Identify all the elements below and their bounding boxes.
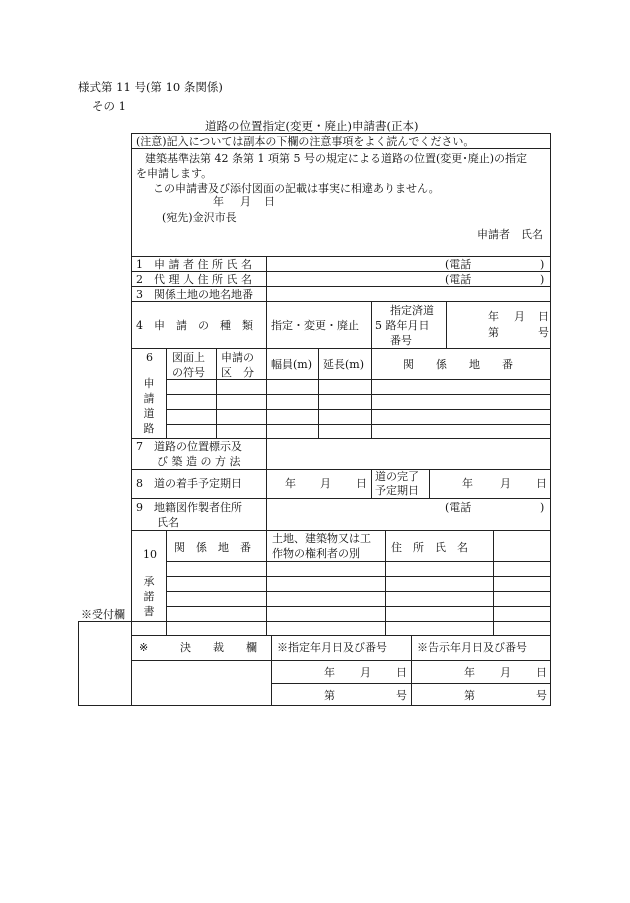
- row1-label: 1 申 請 者 住 所 氏 名: [136, 258, 252, 271]
- reception-label: ※受付欄: [81, 608, 125, 621]
- row4-date-label-3: 番号: [390, 334, 412, 347]
- row2-phone-open: (電話: [445, 273, 472, 286]
- copy-label: その 1: [92, 99, 126, 113]
- applicant-name-label: 申請者 氏名: [477, 228, 543, 241]
- road-side-label: 申 請 道 路: [143, 377, 155, 435]
- notice-text: (注意)記入については副本の下欄の注意事項をよく読んでください。: [136, 135, 475, 148]
- row8-month-2: 月: [500, 477, 511, 490]
- row4-no-prefix: 第: [488, 326, 499, 339]
- designation-day: 日: [396, 666, 407, 679]
- row4-month: 月: [514, 310, 525, 323]
- row2-phone-close: ): [540, 273, 545, 286]
- decision-mark: ※: [139, 641, 149, 654]
- row4-year: 年: [488, 310, 499, 323]
- row8-label: 8 道の着手予定期日: [136, 477, 242, 490]
- row7-label-1: 7 道路の位置標示及: [136, 440, 242, 453]
- row4-date-label-2: 5 路年月日: [375, 319, 430, 332]
- row4-date-label-1: 指定済道: [390, 304, 434, 317]
- road-col-lots: 関 係 地 番: [403, 358, 513, 371]
- consent-side-label: 承 諾 書: [143, 575, 155, 618]
- statement-line-3: この申請書及び添付図面の記載は事実に相違ありません。: [153, 182, 440, 195]
- designation-year: 年: [324, 666, 335, 679]
- statement-line-1: 建築基準法第 42 条第 1 項第 5 号の規定による道路の位置(変更･廃止)の指定: [145, 152, 528, 165]
- row9-phone-open: (電話: [445, 501, 472, 514]
- notice-header: ※告示年月日及び番号: [417, 641, 527, 654]
- designation-no-prefix: 第: [324, 689, 335, 702]
- date-year: 年: [213, 195, 224, 208]
- road-col-symbol-1: 図面上: [172, 351, 205, 364]
- designation-header: ※指定年月日及び番号: [277, 641, 387, 654]
- row4-label: 4 申 請 の 種 類: [136, 319, 253, 332]
- form-number: 様式第 11 号(第 10 条関係): [78, 80, 223, 94]
- notice-no-prefix: 第: [464, 689, 475, 702]
- row8-year-2: 年: [462, 477, 473, 490]
- consent-col-rights-1: 土地、建築物又は工: [272, 532, 371, 545]
- row9-label-2: 氏名: [157, 516, 179, 529]
- road-col-symbol-2: の符号: [172, 366, 205, 379]
- row3-label: 3 関係土地の地名地番: [136, 288, 253, 301]
- notice-no-suffix: 号: [536, 689, 547, 702]
- road-col-type-2: 区 分: [221, 366, 254, 379]
- row8-completion-1: 道の完了: [375, 470, 419, 483]
- row7-label-2: び 築 造 の 方 法: [157, 455, 241, 468]
- addressee: (宛先)金沢市長: [162, 211, 237, 224]
- row8-completion-2: 予定期日: [375, 484, 419, 497]
- road-col-width: 幅員(m): [271, 358, 313, 371]
- row9-phone-close: ): [540, 501, 545, 514]
- consent-col-address: 住 所 氏 名: [391, 541, 468, 554]
- form-title: 道路の位置指定(変更・廃止)申請書(正本): [205, 119, 419, 133]
- road-col-type-1: 申請の: [221, 351, 254, 364]
- row1-phone-open: (電話: [445, 258, 472, 271]
- consent-col-lots: 関 係 地 番: [174, 541, 251, 554]
- row8-day: 日: [356, 477, 367, 490]
- consent-num: 10: [143, 548, 157, 561]
- row1-phone-close: ): [540, 258, 545, 271]
- consent-col-rights-2: 作物の権利者の別: [272, 547, 360, 560]
- row9-label-1: 9 地籍図作製者住所: [136, 501, 242, 514]
- notice-month: 月: [500, 666, 511, 679]
- date-month: 月: [240, 195, 251, 208]
- row4-no-suffix: 号: [538, 326, 549, 339]
- row8-year: 年: [285, 477, 296, 490]
- road-col-length: 延長(m): [323, 358, 365, 371]
- decision-label: 決 裁 欄: [180, 641, 257, 654]
- row4-day: 日: [538, 310, 549, 323]
- designation-no-suffix: 号: [396, 689, 407, 702]
- statement-line-2: を申請します。: [136, 167, 213, 180]
- notice-year: 年: [464, 666, 475, 679]
- row4-options: 指定・変更・廃止: [271, 319, 359, 332]
- row8-day-2: 日: [536, 477, 547, 490]
- designation-month: 月: [360, 666, 371, 679]
- road-num: 6: [146, 351, 153, 364]
- row2-label: 2 代 理 人 住 所 氏 名: [136, 273, 252, 286]
- notice-day: 日: [536, 666, 547, 679]
- date-day: 日: [264, 195, 275, 208]
- row8-month: 月: [320, 477, 331, 490]
